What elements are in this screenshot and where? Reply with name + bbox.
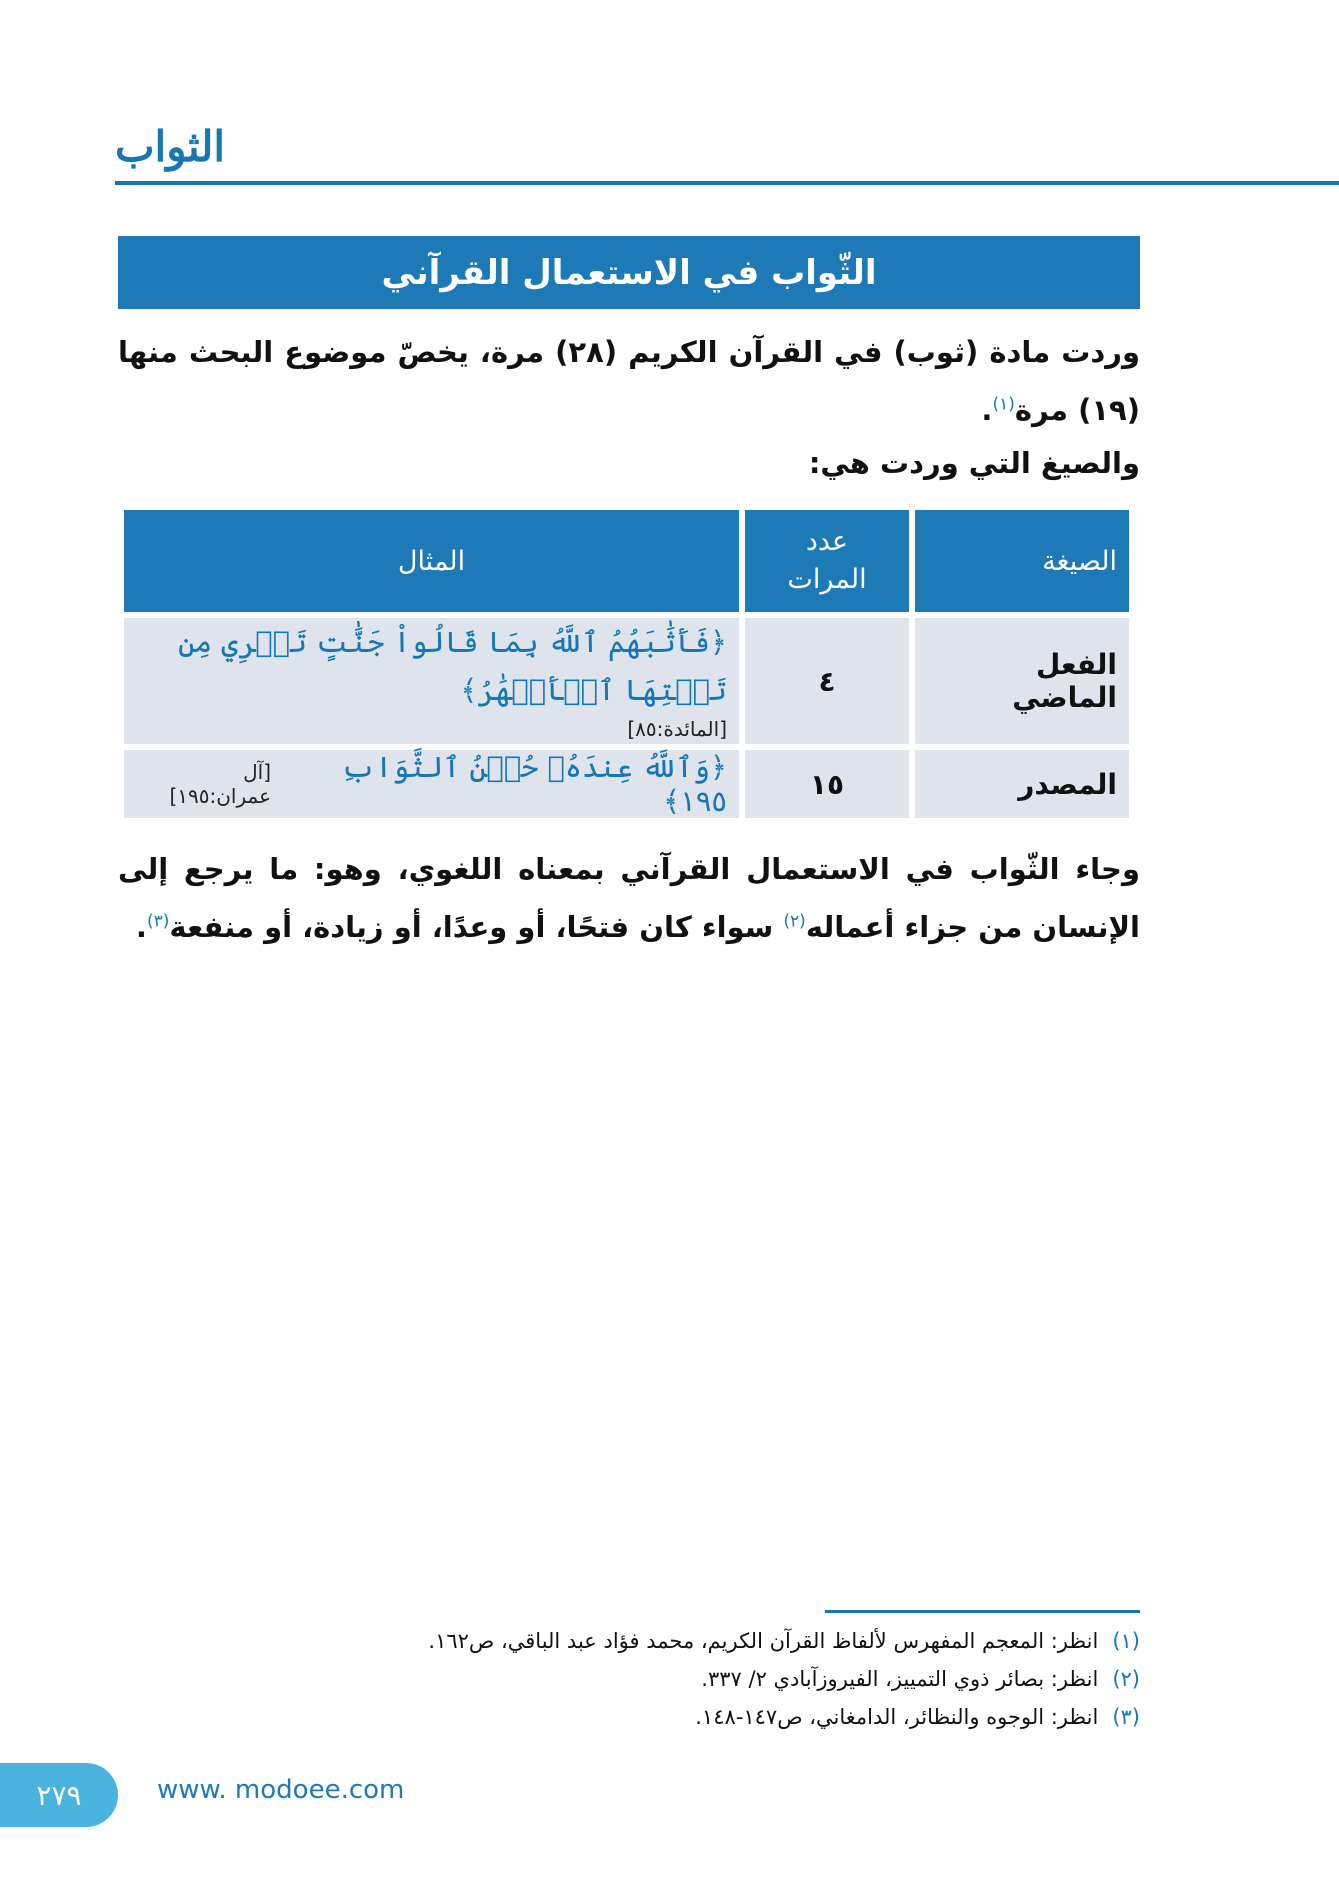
intro-paragraph <box>118 323 1180 439</box>
footnote-ref-1[interactable]: (١) <box>992 394 1015 415</box>
footnote-number: (١) <box>1112 1629 1140 1653</box>
usage-end: . <box>135 910 147 944</box>
usage-paragraph <box>118 840 1180 956</box>
site-link[interactable]: www. modoee.com <box>157 1775 405 1805</box>
usage-text-b: سواء كان فتحًا، أو وعدًا، أو زيادة، أو منفعة <box>169 910 784 944</box>
table-header-row <box>124 510 1129 612</box>
page-number-badge: ٢٧٩ <box>0 1763 118 1827</box>
footnote-ref-2[interactable]: (٢) <box>783 911 806 932</box>
footnote-number: (٣) <box>1112 1705 1140 1729</box>
count-cell: ١٥ <box>745 750 909 818</box>
forms-intro: والصيغ التي وردت هي: <box>808 446 1140 480</box>
intro-end: . <box>981 393 993 427</box>
header-count-line2: المرات <box>787 564 867 595</box>
header-form: الصيغة <box>915 510 1129 612</box>
footnote-text: انظر: الوجوه والنظائر، الدامغاني، ص١٤٧-١٤٨. <box>695 1705 1099 1729</box>
header-count <box>745 510 909 612</box>
count-cell: ٤ <box>745 618 909 744</box>
footnote-item <box>118 1660 1140 1698</box>
example-inline <box>136 750 727 818</box>
table-row <box>124 750 1129 818</box>
running-header-title: الثواب <box>115 122 226 171</box>
footnote-text: انظر: بصائر ذوي التمييز، الفيروزآبادي ٢/ ٣٣٧. <box>701 1667 1099 1691</box>
example-cell <box>124 618 739 744</box>
footnote-item <box>118 1698 1140 1736</box>
footnote-text: انظر: المعجم المفهرس لألفاظ القرآن الكريم، محمد فؤاد عبد الباقي، ص١٦٢. <box>428 1629 1099 1653</box>
section-heading: الثّواب في الاستعمال القرآني <box>118 236 1140 309</box>
forms-table <box>118 504 1135 824</box>
verse-reference: [آل عمران:١٩٥] <box>169 760 272 808</box>
usage-text-a: وجاء الثّواب في الاستعمال القرآني بمعناه اللغوي، وهو: ما يرجع إلى الإنسان من جزاء أعماله <box>118 852 1140 944</box>
footnote-number: (٢) <box>1112 1667 1140 1691</box>
form-cell: المصدر <box>915 750 1129 818</box>
footnote-rule <box>825 1610 1140 1613</box>
footnote-item <box>118 1622 1140 1660</box>
header-rule <box>115 181 1339 185</box>
table-row <box>124 618 1129 744</box>
form-cell: الفعل الماضي <box>915 618 1129 744</box>
footnote-ref-3[interactable]: (٣) <box>146 911 170 932</box>
intro-text: وردت مادة (ثوب) في القرآن الكريم (٢٨) مرة، يخصّ موضوع البحث منها (١٩) مرة <box>118 335 1140 427</box>
example-cell <box>124 750 739 818</box>
header-example: المثال <box>124 510 739 612</box>
verse-text: ﴿وَٱللَّهُ عِندَهُۥ حُسۡنُ ٱلثَّوَابِ ١٩٥﴾ <box>341 750 727 818</box>
footnotes <box>118 1622 1140 1736</box>
verse-reference: [المائدة:٨٥] <box>627 717 727 741</box>
header-count-line1: عدد <box>805 526 849 557</box>
verse-text: ﴿فَأَثَٰبَهُمُ ٱللَّهُ بِمَا قَالُواْ جَنَّٰتٍ تَجۡرِي مِن تَحۡتِهَا ٱلۡأَنۡهَٰرُ﴾ <box>178 625 727 707</box>
